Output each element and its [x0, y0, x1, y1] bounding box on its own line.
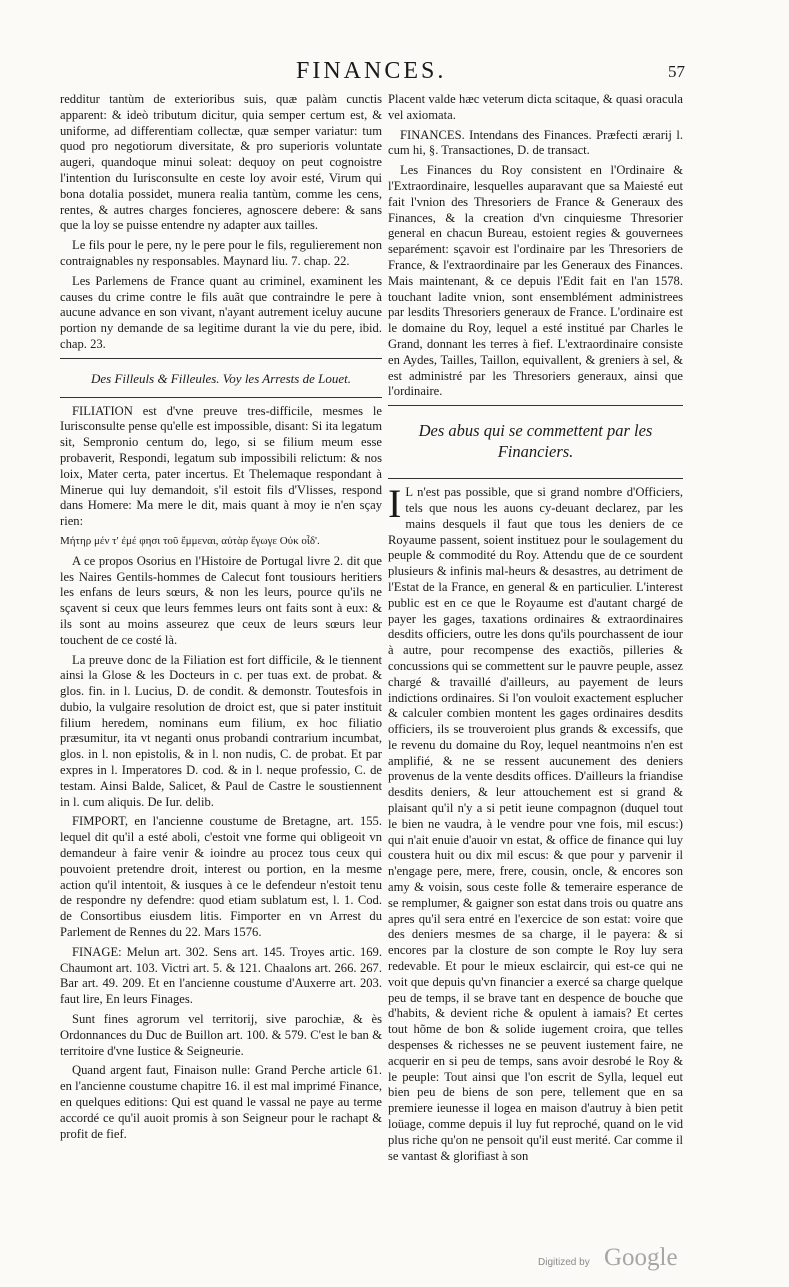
section-divider — [60, 397, 382, 398]
paragraph-fils-pere: Le fils pour le pere, ny le pere pour le fils, regulierement non contraignables ny responsables. Maynard liu. 7. chap. 22. — [60, 238, 382, 268]
drop-cap: I — [388, 481, 402, 527]
section-divider — [388, 405, 683, 406]
section-divider — [388, 478, 683, 479]
left-column — [60, 92, 382, 1227]
paragraph-parlemens: Les Parlemens de France quant au criminel, examinent les causes du crime contre le fils auãt que contraindre le pere à aucune advance en son vivant, n'ayant autrement iceluy aucune portion ny demande de sa legitime durant la vie du pere, ibid. chap. 23. — [60, 273, 382, 351]
greek-quotation: Μήτηρ μέν τ' ἐμέ φησι τοῦ ἔμμεναι, αὐτὰρ ἔγωγε Οὐκ οἶδ'. — [60, 534, 320, 547]
section-divider — [60, 358, 382, 359]
running-title: FINANCES. — [296, 58, 447, 84]
running-head — [0, 58, 789, 88]
page-number: 57 — [668, 62, 685, 81]
digitized-watermark — [538, 1244, 738, 1274]
paragraph-abus-text: L n'est pas possible, que si grand nombre d'Officiers, tels que nous les auons cy-deuant declarez, par les mains desquels il faut que tous les deniers de ce Royaume passent, soient instituez pour le soulagement du peuple & commodité du Roy. Attendu que de ce sourdent plusieurs & infinis mal-heurs & desastres, au detriment de l'Estat de la France, en general & en particulier. L'interest public est en ce que le Royaume est d'autant chargé de payer les gages, taxations ordinaires & extraordinaires desdits officiers, outre les dons qu'ils pourchassent de iour à autre, pour recompense des exactiõs, pilleries & concussions qui se commettent sur le pauvre peuple, assez chargé & travaillé d'ailleurs, au payement de leurs indictions ordinaires. Si l'on vouloit exactement esplucher & calculer combien montent les gages ordinaires desdits officiers, ils se trouveroient plus grands & excessifs, que le revenu du domaine du Roy, lequel neantmoins n'en est amplifié, & ne se ressent aucunement des deniers provenus de la vente desdits offices. D'ailleurs la friandise desdits deniers, & leur attouchement est si grand & plaisant qu'il n'y a si petit ieune compagnon (duquel tout le bien ne vaudra, à le vendre pour vne fois, mil escus:) qui n'ait enuie d'auoir vn estat, & office de finance qui luy coustera huit ou dix mil escus: & que pour y parvenir il n'engage pere, mere, frere, cousin, oncle, & encores son amy & voisin, sous ceste folle & temeraire esperance de se remplumer, & gaigner son estat dans trois ou quatre ans apres qu'il sera entré en l'exercice de son estat: voire que des deniers mesmes de sa charge, il le payera: & si encores par la closture de son compte le Roy luy sera redevable. Et pour le mieux esclaircir, qui est-ce qui ne voit que depuis qu'vn financier a exercé sa charge quelque peu de temps, il se brave tant en despence de bouche que d'habits, & devient riche & opulent à iamais? Et certes tout hõme de bon & solide iugement croira, que telles despenses & richesses ne se peuvent iustement faire, ne acquerir en si peu de temps, sans avoir desrobé le Roy & le peuple: Tout ainsi que l'on escrit de Sylla, lequel eut bien peu de biens de son pere, tellement que en sa premiere ieunesse il logea en maison d'autruy à bien petit loüage, comme depuis il luy fut reproché, quand on le vid plus riche qu'on ne pensoit qu'il eust merité. Car comme il se vantast & glorifiast à son — [388, 485, 683, 1163]
paragraph-fines-agrorum: Sunt fines agrorum vel territorij, sive parochiæ, & ès Ordonnances du Duc de Buillon art. 100. & 579. C'est le ban & territoire d'vne Iustice & Seigneurie. — [60, 1012, 382, 1058]
digitized-by-label: Digitized by — [538, 1257, 590, 1268]
section-heading-abus: Des abus qui se commettent par les Financiers. — [418, 421, 653, 462]
paragraph-intendans: FINANCES. Intendans des Finances. Præfecti ærarij l. cum hi, §. Transactiones, D. de transact. — [388, 127, 683, 158]
google-logo: Google — [604, 1244, 678, 1271]
paragraph-finances-du-roy: Les Finances du Roy consistent en l'Ordinaire & l'Extraordinaire, lesquelles auparavant que sa Maiesté eut fait l'vnion des Thresoriers de France & Generaux des Finances, & la creation d'vn cinquiesme Thresorier general en chacun Bureau, estoient regies & gouvernees separément: sçavoir est l'ordinaire par les Thresoriers de France, & l'extraordinaire par les Generaux des Finances. Mais maintenant, & ce depuis l'Edit fait en l'an 1578. touchant ladite vnion, sont ensemblément administrees par lesdits Thresoriers generaux de France. L'ordinaire est le domaine du Roy, lequel a esté institué par Charles le Grand, donnant les terres à fief. L'extraordinaire consiste en Aydes, Tailles, Taillon, equivallent, & greniers à sel, & est administré par les Thresoriers generaux, ainsi que l'ordinaire. — [388, 163, 683, 399]
paragraph-osorius: A ce propos Osorius en l'Histoire de Portugal livre 2. dit que les Naires Gentils-hommes de Calecut font tousiours heritiers les enfans de leurs sœurs, & non les leurs, pource qu'ils ne sçavent si ceux que leurs femmes leurs ont faits sont à eux: & ils sont au moins asseurez que ceux de leurs sœurs leur touchent de ce costé là. — [60, 553, 382, 647]
paragraph-filiation: FILIATION est d'vne preuve tres-difficile, mesmes le Iurisconsulte pense qu'elle est impossible, disant: Si ita legatum sit, Sempronio centum do, lego, si se filium meum esse probaverit, Respondi, legatum sub impossibili relictum: & nos loix, Mater certa, pater incertus. Et Thelemaque respondant à Minerue qui luy demandoit, s'il estoit fils d'Vlisses, respond dans Homere: Ma mere le dit, mais quant à moy ie n'en sçay rien: — [60, 403, 382, 529]
section-heading-filleuls: Des Filleuls & Filleules. Voy les Arrests de Louet. — [91, 370, 351, 386]
paragraph-abus-financiers — [388, 481, 683, 1164]
paragraph-finage: FINAGE: Melun art. 302. Sens art. 145. Troyes artic. 169. Chaumont art. 103. Victri art. 5. & 121. Chaalons art. 266. 267. Bar art. 49. 209. Et en l'ancienne coustume d'Auxerre art. 203. faut lire, En leurs Finages. — [60, 944, 382, 1007]
right-column — [388, 92, 683, 1227]
paragraph-fimport: FIMPORT, en l'ancienne coustume de Bretagne, art. 155. lequel dit qu'il a esté aboli, c'estoit vne forme qui obligeoit vn demandeur à faire venir & ioindre au procez tous ceux qui pouvoient pretendre droit, interest ou portion, en la mesme action qu'il intentoit, & iusques à ce le defendeur n'estoit tenu de respondre ny defendre: quod etiam sublatum est, l. 1. Cod. de Consortibus eiusdem litis. Fimporter en vn Arrest du Parlement de Rennes du 22. Mars 1576. — [60, 814, 382, 940]
paragraph-preuve-filiation: La preuve donc de la Filiation est fort difficile, & le tiennent ainsi la Glose & les Docteurs in c. per tuas ext. de probat. & glos. fin. in l. Lucius, D. de condit. & demonstr. Toutesfois in dubio, la vulgaire resolution de droict est, que si pater instituit filium heredem, nominans eum filium, ex hoc filiatio præsumitur, ita vt neganti onus probandi contrarium incumbat, glos. in l. non epistolis, & in l. non nudis, C. de probat. Et par expres in l. Imperatores D. cod. & in l. neque professio, C. de testam. Ainsi Balde, Salicet, & Paul de Castre le soustiennent in l. cum aliquis. De Iur. delib. — [60, 652, 382, 809]
paragraph-tailles-continued: redditur tantùm de exterioribus suis, quæ palàm cunctis apparent: & ideò tributum dicitur, quia semper certum est, & uniforme, ad differentiam collectæ, quæ semper variatur: tum quod pro negotiorum diversitate, & pro superioris voluntate augeri, quandoque minui soleat: dequoy on peut cognoistre l'intention du Iurisconsulte en ceste loy avoir esté, Virum qui bona dotalia possidet, munera realia tantùm, comme les cens, rentes, & autres charges foncieres, agnoscere debere: & sans que la loy se puisse entendre ny adapter aux tailles. — [60, 92, 382, 233]
paragraph-axiomata: Placent valde hæc veterum dicta scitaque, & quasi oracula vel axiomata. — [388, 92, 683, 122]
paragraph-finaison: Quand argent faut, Finaison nulle: Grand Perche article 61. en l'ancienne coustume chapitre 16. il est mal imprimé Finance, en quelques editions: Qui est quand le vassal ne paye au terme accordé ce qu'il auoit promis à son Seigneur pour le rachapt & profit de fief. — [60, 1063, 382, 1141]
page-edge-stain — [640, 0, 789, 50]
